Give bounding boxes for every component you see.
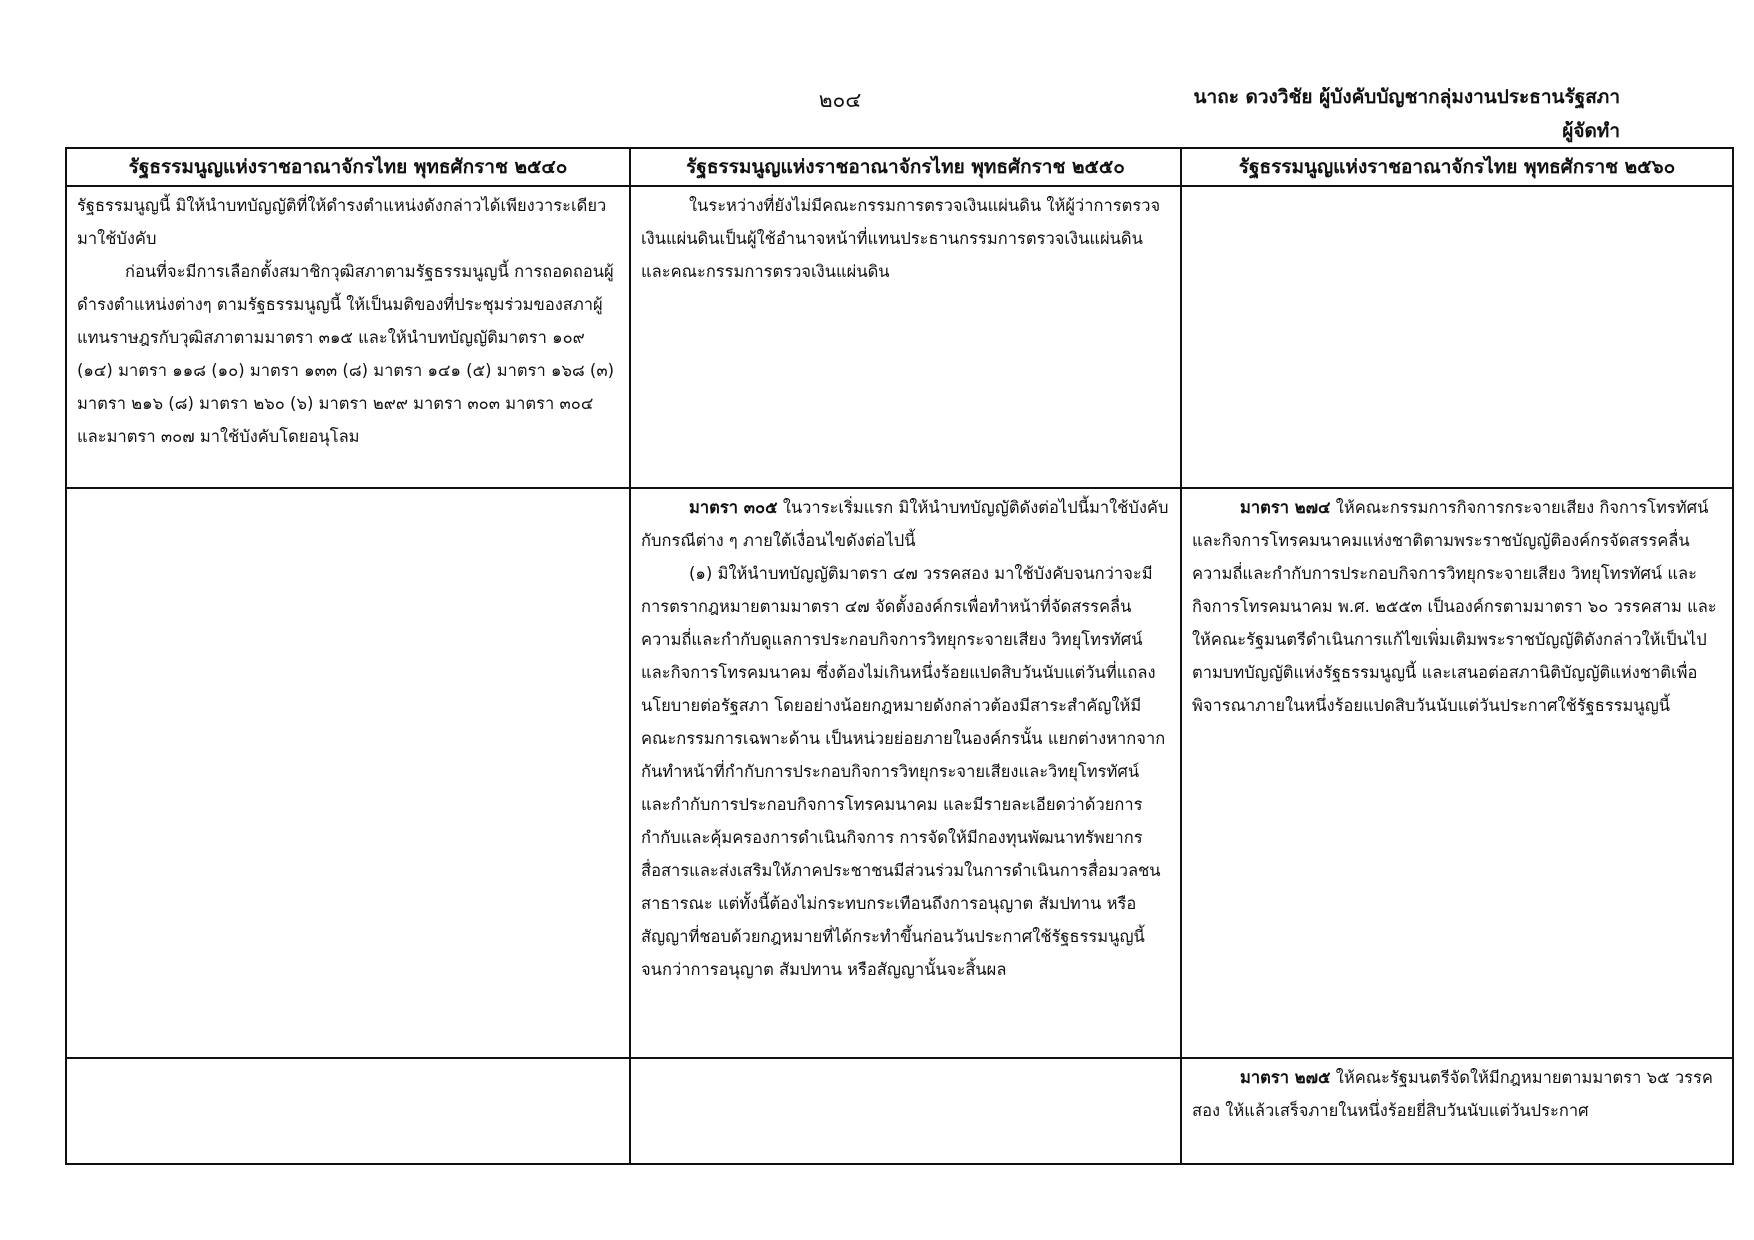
section-number: มาตรา ๒๗๕ [1240, 1068, 1331, 1087]
table-header-row [66, 148, 1733, 186]
table-row [66, 488, 1733, 1058]
table-cell-2550 [630, 186, 1181, 488]
section-number: มาตรา ๒๗๔ [1240, 498, 1331, 517]
section-number: มาตรา ๓๐๕ [689, 498, 778, 517]
cell-paragraph [1192, 491, 1722, 722]
table-cell-2560 [1181, 1058, 1733, 1164]
cell-paragraph [1192, 1061, 1722, 1127]
section-text: ให้คณะรัฐมนตรีจัดให้มีกฎหมายตามมาตรา ๖๕ วรรคสอง ให้แล้วเสร็จภายในหนึ่งร้อยยี่สิบวันนับแต่วันประกาศ [1192, 1068, 1713, 1120]
column-header-2540: รัฐธรรมนูญแห่งราชอาณาจักรไทย พุทธศักราช ๒๕๔๐ [66, 148, 630, 186]
column-header-2560: รัฐธรรมนูญแห่งราชอาณาจักรไทย พุทธศักราช ๒๕๖๐ [1181, 148, 1733, 186]
table-row [66, 1058, 1733, 1164]
table-cell-2540 [66, 186, 630, 488]
preparer-credit [1120, 80, 1620, 148]
cell-paragraph: รัฐธรรมนูญนี้ มิให้นำบทบัญญัติที่ให้ดำรงตำแหน่งดังกล่าวได้เพียงวาระเดียวมาใช้บังคับ [77, 196, 607, 248]
cell-paragraph: ในระหว่างที่ยังไม่มีคณะกรรมการตรวจเงินแผ่นดิน ให้ผู้ว่าการตรวจเงินแผ่นดินเป็นผู้ใช้อำนาจหน้าที่แทนประธานกรรมการตรวจเงินแผ่นดินและคณะกรรมการตรวจเงินแผ่นดิน [641, 196, 1161, 281]
table-cell-2540 [66, 488, 630, 1058]
preparer-name: นาถะ ดวงวิชัย ผู้บังคับบัญชากลุ่มงานประธานรัฐสภา [1193, 86, 1620, 108]
table-cell-2550 [630, 1058, 1181, 1164]
preparer-role: ผู้จัดทำ [1562, 120, 1620, 142]
table-cell-2560 [1181, 186, 1733, 488]
section-text: ในวาระเริ่มแรก มิให้นำบทบัญญัติดังต่อไปนี้มาใช้บังคับกับกรณีต่าง ๆ ภายใต้เงื่อนไขดังต่อไปนี้ [641, 498, 1169, 550]
page-number: ๒๐๔ [818, 88, 862, 112]
cell-paragraph: ก่อนที่จะมีการเลือกตั้งสมาชิกวุฒิสภาตามรัฐธรรมนูญนี้ การถอดถอนผู้ดำรงตำแหน่งต่างๆ ตามรัฐธรรมนูญนี้ ให้เป็นมติของที่ประชุมร่วมของสภาผู้แทนราษฎรกับวุฒิสภาตามมาตรา ๓๑๕ และให้นำบทบัญญัติมาตรา ๑๐๙ (๑๔) มาตรา ๑๑๘ (๑๐) มาตรา ๑๓๓ (๘) มาตรา ๑๔๑ (๕) มาตรา ๑๖๘ (๓) มาตรา ๒๑๖ (๘) มาตรา ๒๖๐ (๖) มาตรา ๒๙๙ มาตรา ๓๐๓ มาตรา ๓๐๔ และมาตรา ๓๐๗ มาใช้บังคับโดยอนุโลม [77, 262, 615, 446]
column-header-2550: รัฐธรรมนูญแห่งราชอาณาจักรไทย พุทธศักราช ๒๕๕๐ [630, 148, 1181, 186]
constitution-comparison-table [65, 147, 1734, 1165]
table-cell-2560 [1181, 488, 1733, 1058]
section-text: ให้คณะกรรมการกิจการกระจายเสียง กิจการโทรทัศน์ และกิจการโทรคมนาคมแห่งชาติตามพระราชบัญญัติองค์กรจัดสรรคลื่นความถี่และกำกับการประกอบกิจการวิทยุกระจายเสียง วิทยุโทรทัศน์ และกิจการโทรคมนาคม พ.ศ. ๒๕๕๓ เป็นองค์กรตามมาตรา ๖๐ วรรคสาม และให้คณะรัฐมนตรีดำเนินการแก้ไขเพิ่มเติมพระราชบัญญัติดังกล่าวให้เป็นไปตามบทบัญญัติแห่งรัฐธรรมนูญนี้ และเสนอต่อสภานิติบัญญัติแห่งชาติเพื่อพิจารณาภายในหนึ่งร้อยแปดสิบวันนับแต่วันประกาศใช้รัฐธรรมนูญนี้ [1192, 498, 1717, 715]
cell-paragraph [641, 491, 1170, 557]
table-cell-2550 [630, 488, 1181, 1058]
table-row [66, 186, 1733, 488]
cell-paragraph: (๑) มิให้นำบทบัญญัติมาตรา ๔๗ วรรคสอง มาใช้บังคับจนกว่าจะมีการตรากฎหมายตามมาตรา ๔๗ จัดตั้งองค์กรเพื่อทำหน้าที่จัดสรรคลื่นความถี่และกำกับดูแลการประกอบกิจการวิทยุกระจายเสียง วิทยุโทรทัศน์ และกิจการโทรคมนาคม ซึ่งต้องไม่เกินหนึ่งร้อยแปดสิบวันนับแต่วันที่แถลงนโยบายต่อรัฐสภา โดยอย่างน้อยกฎหมายดังกล่าวต้องมีสาระสำคัญให้มีคณะกรรมการเฉพาะด้าน เป็นหน่วยย่อยภายในองค์กรนั้น แยกต่างหากจากกันทำหน้าที่กำกับการประกอบกิจการวิทยุกระจายเสียงและวิทยุโทรทัศน์ และกำกับการประกอบกิจการโทรคมนาคม และมีรายละเอียดว่าด้วยการกำกับและคุ้มครองการดำเนินกิจการ การจัดให้มีกองทุนพัฒนาทรัพยากรสื่อสารและส่งเสริมให้ภาคประชาชนมีส่วนร่วมในการดำเนินการสื่อมวลชนสาธารณะ แต่ทั้งนี้ต้องไม่กระทบกระเทือนถึงการอนุญาต สัมปทาน หรือสัญญาที่ชอบด้วยกฎหมายที่ได้กระทำขึ้นก่อนวันประกาศใช้รัฐธรรมนูญนี้ จนกว่าการอนุญาต สัมปทาน หรือสัญญานั้นจะสิ้นผล [641, 564, 1166, 979]
table-cell-2540 [66, 1058, 630, 1164]
